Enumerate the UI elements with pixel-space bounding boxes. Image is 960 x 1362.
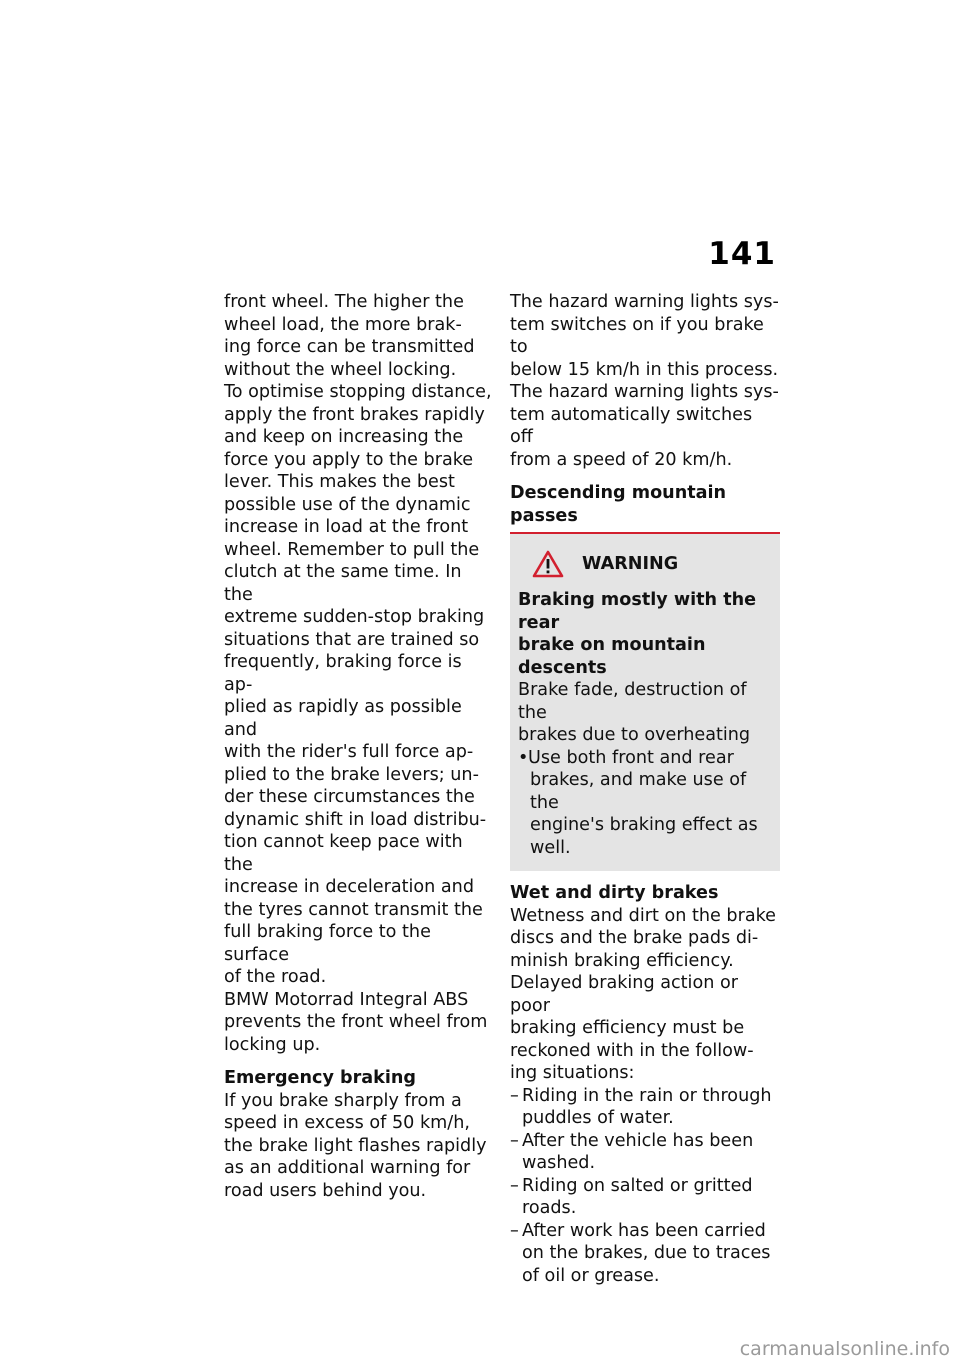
warning-triangle-icon xyxy=(532,550,564,578)
paragraph-integral-abs: BMW Motorrad Integral ABS prevents the front wheel from locking up. xyxy=(224,989,488,1055)
paragraph-stopping-distance: To optimise stopping distance, apply the front brakes rapidly and keep on increasing the force you apply to the brake lever. This makes the best possible use of the dynamic increase in load at the front wheel. Remember to pull the clutch at the same time. In the extreme sudden-stop braking situations that are trained so frequently, braking force is ap- plied as rapidly as possible and with the rider's full force ap- plied to the brake levers; un- der these circumstances the dynamic shift in load distribu- tion cannot keep pace with the increase in deceleration and the tyres cannot transmit the full braking force to the surface of the road. xyxy=(224,382,492,987)
list-item: – Riding in the rain or through puddles of water. xyxy=(510,1085,772,1128)
paragraph-wet-brakes: Wetness and dirt on the brake discs and the brake pads di- minish braking efficiency. Delayed braking action or poor braking efficiency must be reckoned with in the follow- ing situations: xyxy=(510,905,777,1083)
emergency-braking-heading: Emergency braking xyxy=(224,1068,417,1088)
warning-label: WARNING xyxy=(582,553,679,574)
list-item: – After work has been carried on the brakes, due to traces of oil or grease. xyxy=(510,1220,771,1286)
wet-dirty-brakes-heading: Wet and dirty brakes xyxy=(510,883,719,903)
page-number: 141 xyxy=(708,236,776,272)
warning-text: Brake fade, destruction of the brakes due to overheating xyxy=(518,680,751,745)
paragraph-front-wheel: front wheel. The higher the wheel load, the more brak- ing force can be transmitted without the wheel locking. xyxy=(224,292,475,380)
paragraph-hazard-lights: The hazard warning lights sys- tem switches on if you brake to below 15 km/h in this process. The hazard warning lights sys- tem automatically switches off from a speed of 20 km/h. xyxy=(510,292,779,470)
warning-box xyxy=(510,534,780,871)
warning-bullet-item: • Use both front and rear brakes, and make use of the engine's braking effect as well. xyxy=(518,747,758,858)
list-item: – Riding on salted or gritted roads. xyxy=(510,1175,753,1218)
paragraph-emergency-braking: If you brake sharply from a speed in excess of 50 km/h, the brake light flashes rapidly as an additional warning for road users behind you. xyxy=(224,1090,487,1201)
right-column xyxy=(510,291,780,1287)
warning-header xyxy=(532,550,771,578)
left-column xyxy=(224,291,494,1202)
watermark: carmanualsonline.info xyxy=(739,1338,950,1360)
list-item: – After the vehicle has been washed. xyxy=(510,1130,754,1173)
bullet-mark: • xyxy=(518,747,529,768)
warning-title: Braking mostly with the rear brake on mountain descents xyxy=(518,590,757,678)
descending-mountain-passes-heading: Descending mountain passes xyxy=(510,483,727,526)
